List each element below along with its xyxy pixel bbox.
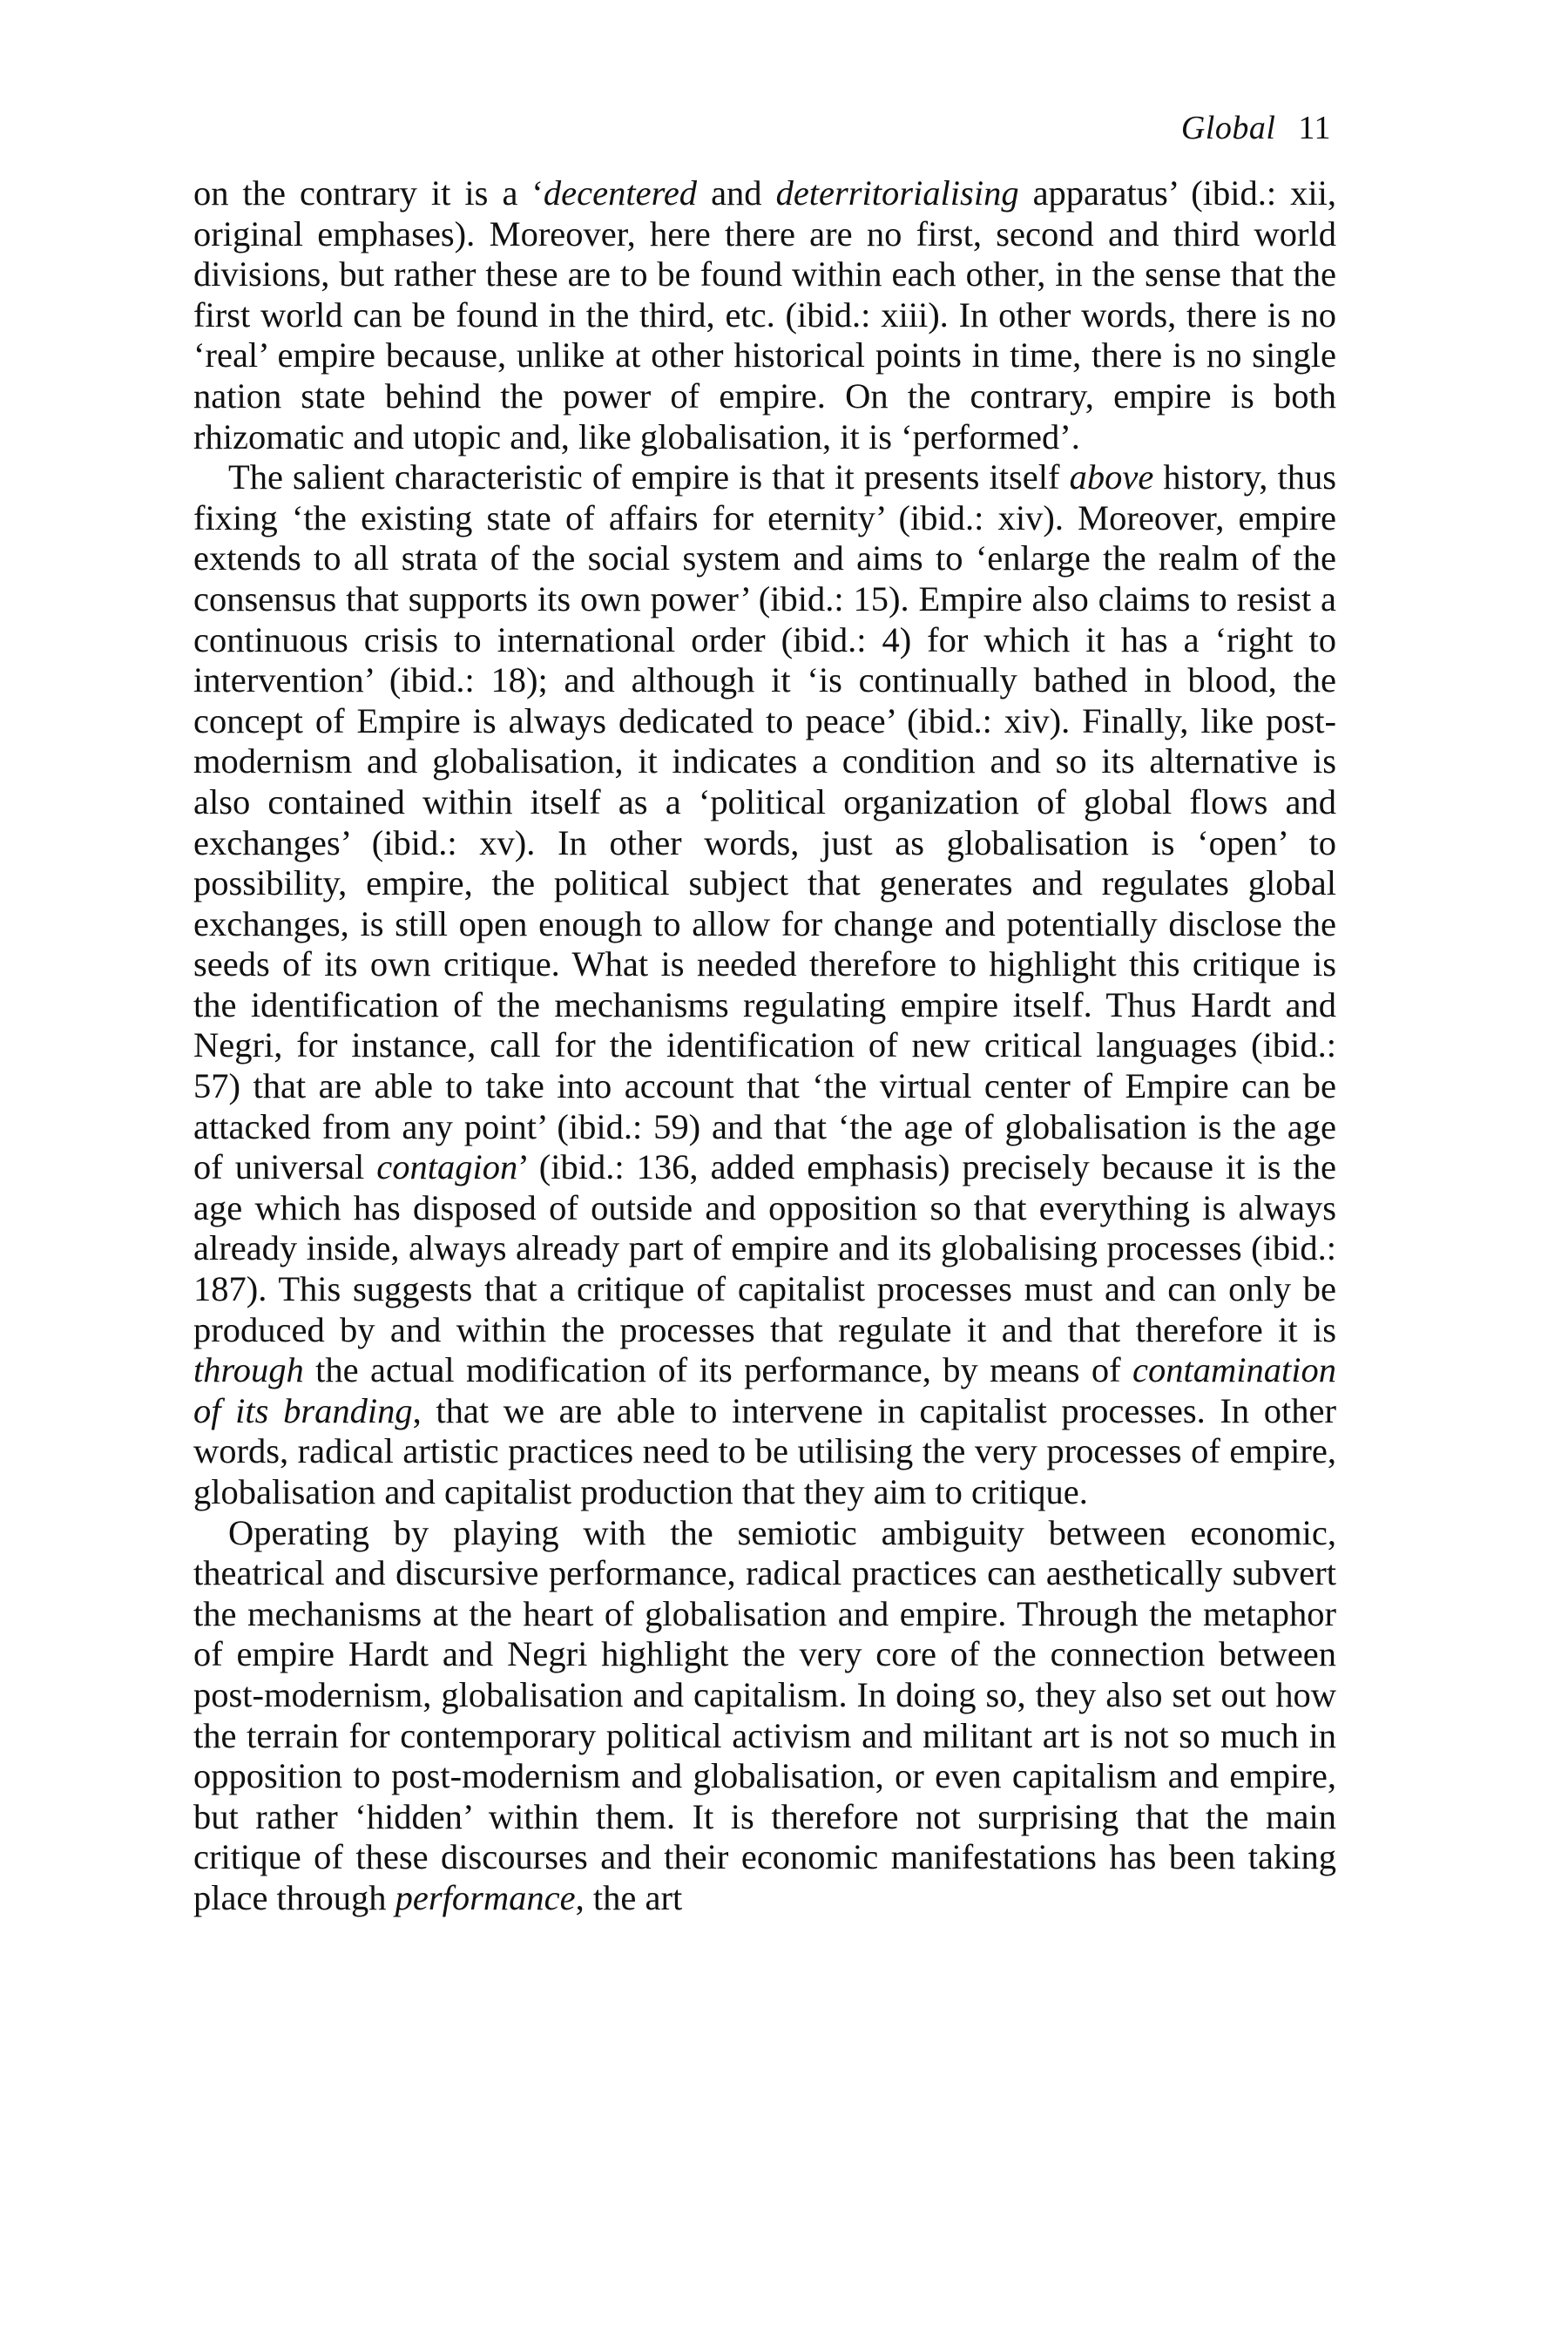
italic-text: contagion	[376, 1147, 518, 1187]
body-text	[193, 173, 1336, 1919]
italic-text: through	[193, 1350, 304, 1390]
paragraph	[193, 1513, 1336, 1919]
text-run: and	[697, 173, 776, 213]
italic-text: deterritorialising	[775, 173, 1019, 213]
text-run: , that we are able to intervene in capitalist processes. In other words, radical artistic practices need to be utilising the very processes of empire, globalisation and capitalist production that they aim to critique.	[193, 1390, 1336, 1511]
italic-text: above	[1069, 457, 1154, 497]
text-run: , the art	[575, 1877, 683, 1917]
italic-text: performance	[395, 1877, 576, 1917]
text-run: The salient characteristic of empire is that it presents itself	[228, 457, 1070, 497]
running-head-title: Global	[1180, 110, 1276, 146]
italic-text: contamination of its branding	[193, 1350, 1336, 1430]
paragraph	[193, 457, 1336, 1512]
paragraph	[193, 173, 1336, 457]
text-run: Operating by playing with the semiotic ambiguity between economic, theatrical and discursive performance, radical practices can aesthetically subvert the mechanisms at the heart of globalisation and empire. Through the metaphor of empire Hardt and Negri highlight the very core of the connection between post-modernism, globalisation and capitalism. In doing so, they also set out how the terrain for contemporary political activism and militant art is not so much in opposition to post-modernism and globalisation, or even capitalism and empire, but rather ‘hidden’ within them. It is therefore not surprising that the main critique of these discourses and their economic manifestations has been taking place through	[193, 1512, 1336, 1917]
text-run: the actual modification of its performance, by means of	[303, 1350, 1133, 1390]
text-run: on the contrary it is a ‘	[193, 173, 544, 213]
italic-text: decentered	[543, 173, 698, 213]
text-run: history, thus fixing ‘the existing state of affairs for eternity’ (ibid.: xiv). Moreover, empire extends to all strata of the social system and aims to ‘enlarge the realm of the consensus that supports its own power’ (ibid.: 15). Empire also claims to resist a continuous crisis to international order (ibid.: 4) for which it has a ‘right to intervention’ (ibid.: 18); and although it ‘is continually bathed in blood, the concept of Empire is always dedicated to peace’ (ibid.: xiv). Finally, like post-modernism and globalisation, it indicates a condition and so its alternative is also contained within itself as a ‘political organization of global flows and exchanges’ (ibid.: xv). In other words, just as globalisation is ‘open’ to possibility, empire, the political subject that generates and regulates global exchanges, is still open enough to allow for change and potentially disclose the seeds of its own critique. What is needed therefore to highlight this critique is the identification of the mechanisms regulating empire itself. Thus Hardt and Negri, for instance, call for the identification of new critical languages (ibid.: 57) that are able to take into account that ‘the virtual center of Empire can be attacked from any point’ (ibid.: 59) and that ‘the age of globalisation is the age of universal	[193, 457, 1336, 1187]
running-head	[1181, 112, 1331, 145]
text-run: ’ (ibid.: 136, added emphasis) precisely because it is the age which has disposed of outside and opposition so that everything is always already inside, always already part of empire and its globalising processes (ibid.: 187). This suggests that a critique of capitalist processes must and can only be produced by and within the processes that regulate it and that therefore it is	[193, 1147, 1336, 1349]
text-run: apparatus’ (ibid.: xii, original emphases). Moreover, here there are no first, second and third world divisions, but rather these are to be found within each other, in the sense that the first world can be found in the third, etc. (ibid.: xiii). In other words, there is no ‘real’ empire because, unlike at other historical points in time, there is no single nation state behind the power of empire. On the contrary, empire is both rhizomatic and utopic and, like globalisation, it is ‘performed’.	[193, 173, 1337, 456]
page-number: 11	[1298, 110, 1331, 146]
